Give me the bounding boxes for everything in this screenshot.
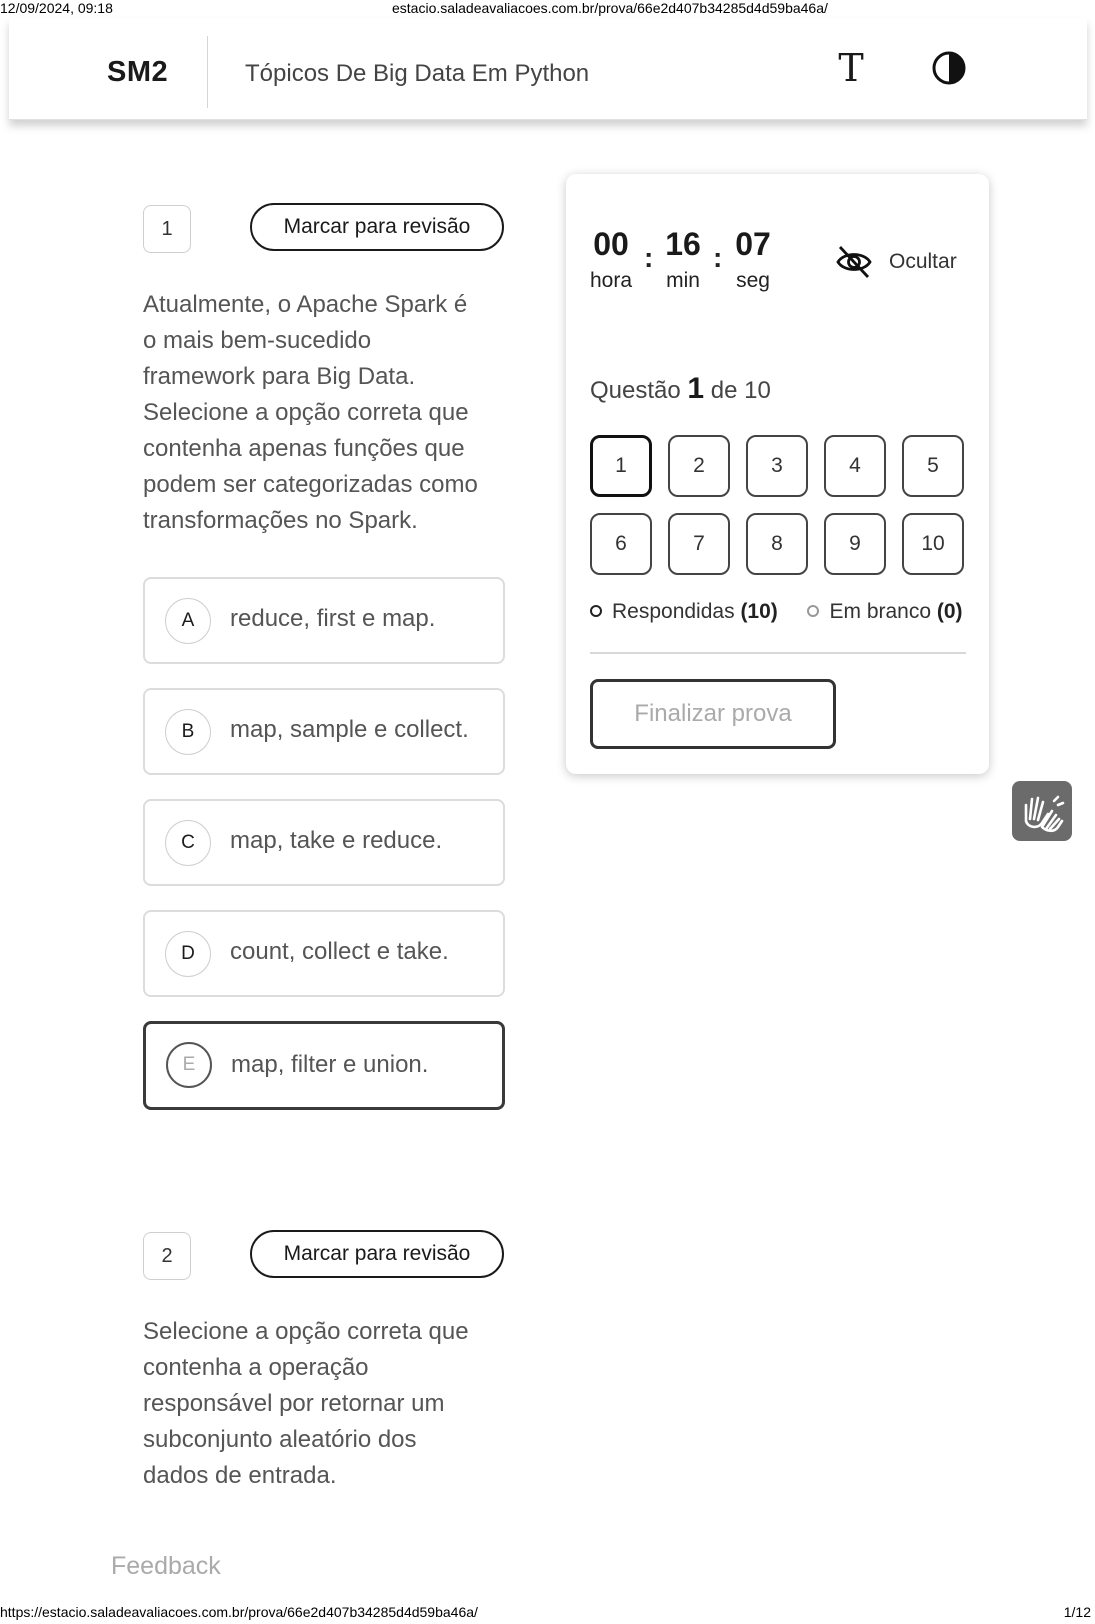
question-text-line: subconjunto aleatório dos <box>143 1426 417 1453</box>
answered-label: Respondidas <box>612 600 735 623</box>
eye-slash-icon <box>834 242 874 282</box>
answered-dot-icon <box>590 605 602 617</box>
blank-count: (0) <box>936 600 963 623</box>
question-counter-prefix: Questão <box>590 377 681 404</box>
finish-exam-button[interactable]: Finalizar prova <box>590 679 836 749</box>
timer-separator: : <box>713 242 723 273</box>
option-letter: E <box>166 1042 212 1088</box>
question-nav-1[interactable]: 1 <box>590 435 652 497</box>
timer-seconds-label: seg <box>736 269 770 292</box>
question-text-line: o mais bem-sucedido <box>143 327 372 354</box>
timer-hours-label: hora <box>589 269 633 292</box>
question-nav-5[interactable]: 5 <box>902 435 964 497</box>
option-a[interactable] <box>143 577 505 664</box>
option-c[interactable] <box>143 799 505 886</box>
course-title: Tópicos De Big Data Em Python <box>245 60 590 87</box>
timer-minutes-label: min <box>666 269 700 292</box>
question-text-line: Selecione a opção correta que <box>143 399 469 426</box>
option-letter: B <box>165 709 211 755</box>
question-counter-suffix: de 10 <box>710 377 771 404</box>
timer-hours <box>586 226 636 293</box>
option-letter: D <box>165 931 211 977</box>
option-letter: C <box>165 820 211 866</box>
blank-dot-icon <box>807 605 819 617</box>
app-header <box>9 18 1087 120</box>
mark-review-button[interactable]: Marcar para revisão <box>250 1230 504 1278</box>
option-text: map, take e reduce. <box>230 827 443 854</box>
feedback-link[interactable]: Feedback <box>111 1552 221 1580</box>
option-text: reduce, first e map. <box>230 605 436 632</box>
question-text-line: Atualmente, o Apache Spark é <box>143 291 468 318</box>
print-url: estacio.saladeavaliacoes.com.br/prova/66e2d407b34285d4d59ba46a/ <box>392 0 828 16</box>
question-text <box>143 1314 508 1494</box>
question-text-line: Selecione a opção correta que <box>143 1318 469 1345</box>
print-datetime: 12/09/2024, 09:18 <box>0 0 113 16</box>
hide-label: Ocultar <box>889 250 957 273</box>
timer-minutes <box>658 226 708 293</box>
logo: SM2 <box>107 56 169 88</box>
option-text: map, sample e collect. <box>230 716 469 743</box>
timer-separator: : <box>644 242 654 273</box>
question-text-line: framework para Big Data. <box>143 363 416 390</box>
contrast-icon[interactable] <box>931 50 967 86</box>
question-number: 1 <box>143 205 191 253</box>
question-text-line: transformações no Spark. <box>143 507 418 534</box>
question-nav-7[interactable]: 7 <box>668 513 730 575</box>
exam-side-panel <box>566 174 989 774</box>
option-e[interactable] <box>143 1021 505 1110</box>
question-nav-4[interactable]: 4 <box>824 435 886 497</box>
option-text: count, collect e take. <box>230 938 449 965</box>
answered-count: (10) <box>740 600 778 623</box>
question-counter-current: 1 <box>687 372 705 405</box>
option-b[interactable] <box>143 688 505 775</box>
question-nav-8[interactable]: 8 <box>746 513 808 575</box>
print-page-number: 1/12 <box>1063 1604 1091 1620</box>
question-text-line: contenha apenas funções que <box>143 435 465 462</box>
question-text-line: responsável por retornar um <box>143 1390 445 1417</box>
timer-seconds <box>728 226 778 293</box>
question-nav-10[interactable]: 10 <box>902 513 964 575</box>
question-nav-9[interactable]: 9 <box>824 513 886 575</box>
blank-label: Em branco <box>829 600 932 623</box>
question-text-line: dados de entrada. <box>143 1462 337 1489</box>
question-nav-3[interactable]: 3 <box>746 435 808 497</box>
option-text: map, filter e union. <box>231 1051 429 1078</box>
panel-divider <box>590 652 966 654</box>
print-footer-url: https://estacio.saladeavaliacoes.com.br/prova/66e2d407b34285d4d59ba46a/ <box>0 1604 478 1620</box>
option-letter: A <box>165 598 211 644</box>
question-text-line: podem ser categorizadas como <box>143 471 478 498</box>
question-text-line: contenha a operação <box>143 1354 369 1381</box>
question-number: 2 <box>143 1232 191 1280</box>
mark-review-button[interactable]: Marcar para revisão <box>250 203 504 251</box>
timer-hours-value: 00 <box>593 226 629 262</box>
sign-language-button[interactable] <box>1012 781 1072 841</box>
question-text <box>143 287 508 539</box>
font-size-button[interactable]: T <box>838 46 864 90</box>
question-counter <box>590 372 771 406</box>
answer-legend <box>590 600 963 624</box>
hide-timer-button[interactable] <box>834 242 969 282</box>
timer-minutes-value: 16 <box>665 226 701 262</box>
sign-language-hands-icon <box>1012 781 1072 841</box>
timer-seconds-value: 07 <box>735 226 771 262</box>
option-d[interactable] <box>143 910 505 997</box>
question-nav-6[interactable]: 6 <box>590 513 652 575</box>
header-divider <box>207 36 208 108</box>
print-header <box>0 0 1095 16</box>
question-nav-2[interactable]: 2 <box>668 435 730 497</box>
print-footer <box>0 1604 1095 1622</box>
